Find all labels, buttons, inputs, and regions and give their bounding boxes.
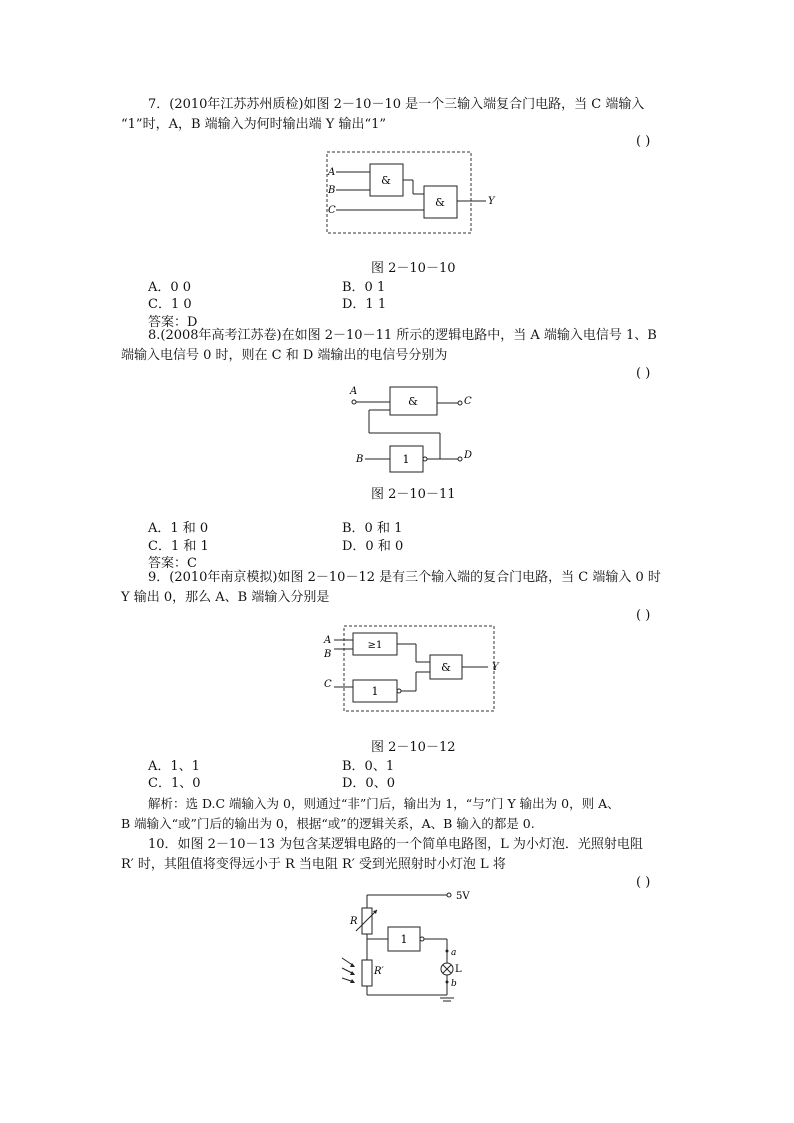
q10-label-r-prime: R′ bbox=[374, 966, 384, 977]
q9-option-d: D．0、0 bbox=[342, 776, 395, 791]
q8-option-d: D．0 和 0 bbox=[342, 539, 404, 554]
q8-circuit-diagram bbox=[345, 382, 485, 472]
q7-line2: “1”时，A，B 端输入为何时输出端 Y 输出“1” bbox=[121, 117, 387, 132]
q7-option-d: D．1 1 bbox=[342, 297, 387, 312]
q8-line1: 8.(2008年高考江苏卷)在如图 2－10－11 所示的逻辑电路中，当 A 端输入电信号 1、B bbox=[148, 328, 657, 343]
q9-figure-caption: 图 2－10－12 bbox=[371, 740, 456, 755]
q9-circuit-diagram bbox=[320, 624, 510, 714]
q10-label-b: b bbox=[451, 979, 457, 989]
q7-gate2-label: & bbox=[435, 196, 445, 209]
q9-gate-and-label: & bbox=[441, 661, 451, 674]
q10-answer-bracket: ( ) bbox=[636, 875, 651, 890]
q8-line2: 端输入电信号 0 时，则在 C 和 D 端输出的电信号分别为 bbox=[121, 348, 448, 363]
q8-label-d: D bbox=[464, 450, 473, 461]
q8-option-b: B．0 和 1 bbox=[342, 521, 403, 536]
q7-label-c: C bbox=[328, 205, 336, 216]
q9-label-y: Y bbox=[492, 662, 499, 673]
q10-resistor-r bbox=[362, 908, 372, 934]
q10-circuit-diagram bbox=[340, 888, 480, 1006]
q8-gate1-label: & bbox=[408, 395, 418, 408]
q7-figure-caption: 图 2－10－10 bbox=[371, 261, 456, 276]
q10-line2: R′ 时，其阻值将变得远小于 R 当电阻 R′ 受到光照射时小灯泡 L 将 bbox=[121, 857, 506, 872]
q7-option-c: C．1 0 bbox=[148, 297, 192, 312]
q9-label-b: B bbox=[324, 649, 332, 660]
q7-label-b: B bbox=[328, 185, 336, 196]
q7-label-a: A bbox=[328, 167, 336, 178]
q9-line1: 9．(2010年南京模拟)如图 2－10－12 是有三个输入端的复合门电路，当 C 端输入 0 时 bbox=[148, 570, 661, 585]
q9-analysis-line1: 解析：选 D.C 端输入为 0，则通过“非”门后，输出为 1，“与”门 Y 输出为 0，则 A、 bbox=[148, 796, 620, 811]
q8-label-b: B bbox=[356, 454, 364, 465]
q8-label-a: A bbox=[350, 386, 358, 397]
q7-option-a: A．0 0 bbox=[148, 280, 192, 295]
q7-option-b: B．0 1 bbox=[342, 280, 386, 295]
q9-option-a: A．1、1 bbox=[148, 759, 200, 774]
q8-option-c: C．1 和 1 bbox=[148, 539, 209, 554]
q9-gate-or-label: ≥1 bbox=[367, 640, 383, 651]
q7-label-y: Y bbox=[488, 196, 495, 207]
q10-resistor-r-prime bbox=[362, 960, 372, 986]
q10-label-lamp: L bbox=[455, 964, 462, 975]
q9-gate-not-label: 1 bbox=[371, 685, 379, 698]
q7-answer-bracket: ( ) bbox=[636, 134, 651, 149]
q9-line2: Y 输出 0，那么 A、B 端输入分别是 bbox=[121, 590, 330, 605]
q8-option-a: A．1 和 0 bbox=[148, 521, 209, 536]
q8-answer: 答案：C bbox=[148, 556, 197, 571]
q8-gate2-label: 1 bbox=[402, 453, 410, 466]
q7-line1: 7．(2010年江苏苏州质检)如图 2－10－10 是一个三输入端复合门电路，当 C 端输入 bbox=[148, 97, 645, 112]
q7-gate1-label: & bbox=[381, 174, 391, 187]
q9-option-b: B．0、1 bbox=[342, 759, 395, 774]
q9-option-c: C．1、0 bbox=[148, 776, 201, 791]
q7-answer: 答案：D bbox=[148, 315, 198, 330]
q10-gate-label: 1 bbox=[400, 933, 408, 946]
q9-analysis-line2: B 端输入“或”门后的输出为 0，根据“或”的逻辑关系，A、B 输入的都是 0. bbox=[121, 816, 535, 831]
q10-label-supply: 5V bbox=[456, 891, 470, 902]
q8-answer-bracket: ( ) bbox=[636, 366, 651, 381]
q9-dashed-box bbox=[344, 626, 494, 711]
q9-label-c: C bbox=[324, 679, 332, 690]
q9-label-a: A bbox=[324, 635, 332, 646]
q10-label-r: R bbox=[350, 916, 358, 927]
q9-answer-bracket: ( ) bbox=[636, 608, 651, 623]
q8-label-c: C bbox=[464, 396, 472, 407]
q7-circuit-diagram bbox=[320, 150, 510, 240]
q10-label-a: a bbox=[451, 948, 457, 958]
q10-line1: 10．如图 2－10－13 为包含某逻辑电路的一个简单电路图，L 为小灯泡．光照射电阻 bbox=[148, 837, 643, 852]
q8-figure-caption: 图 2－10－11 bbox=[371, 487, 456, 502]
